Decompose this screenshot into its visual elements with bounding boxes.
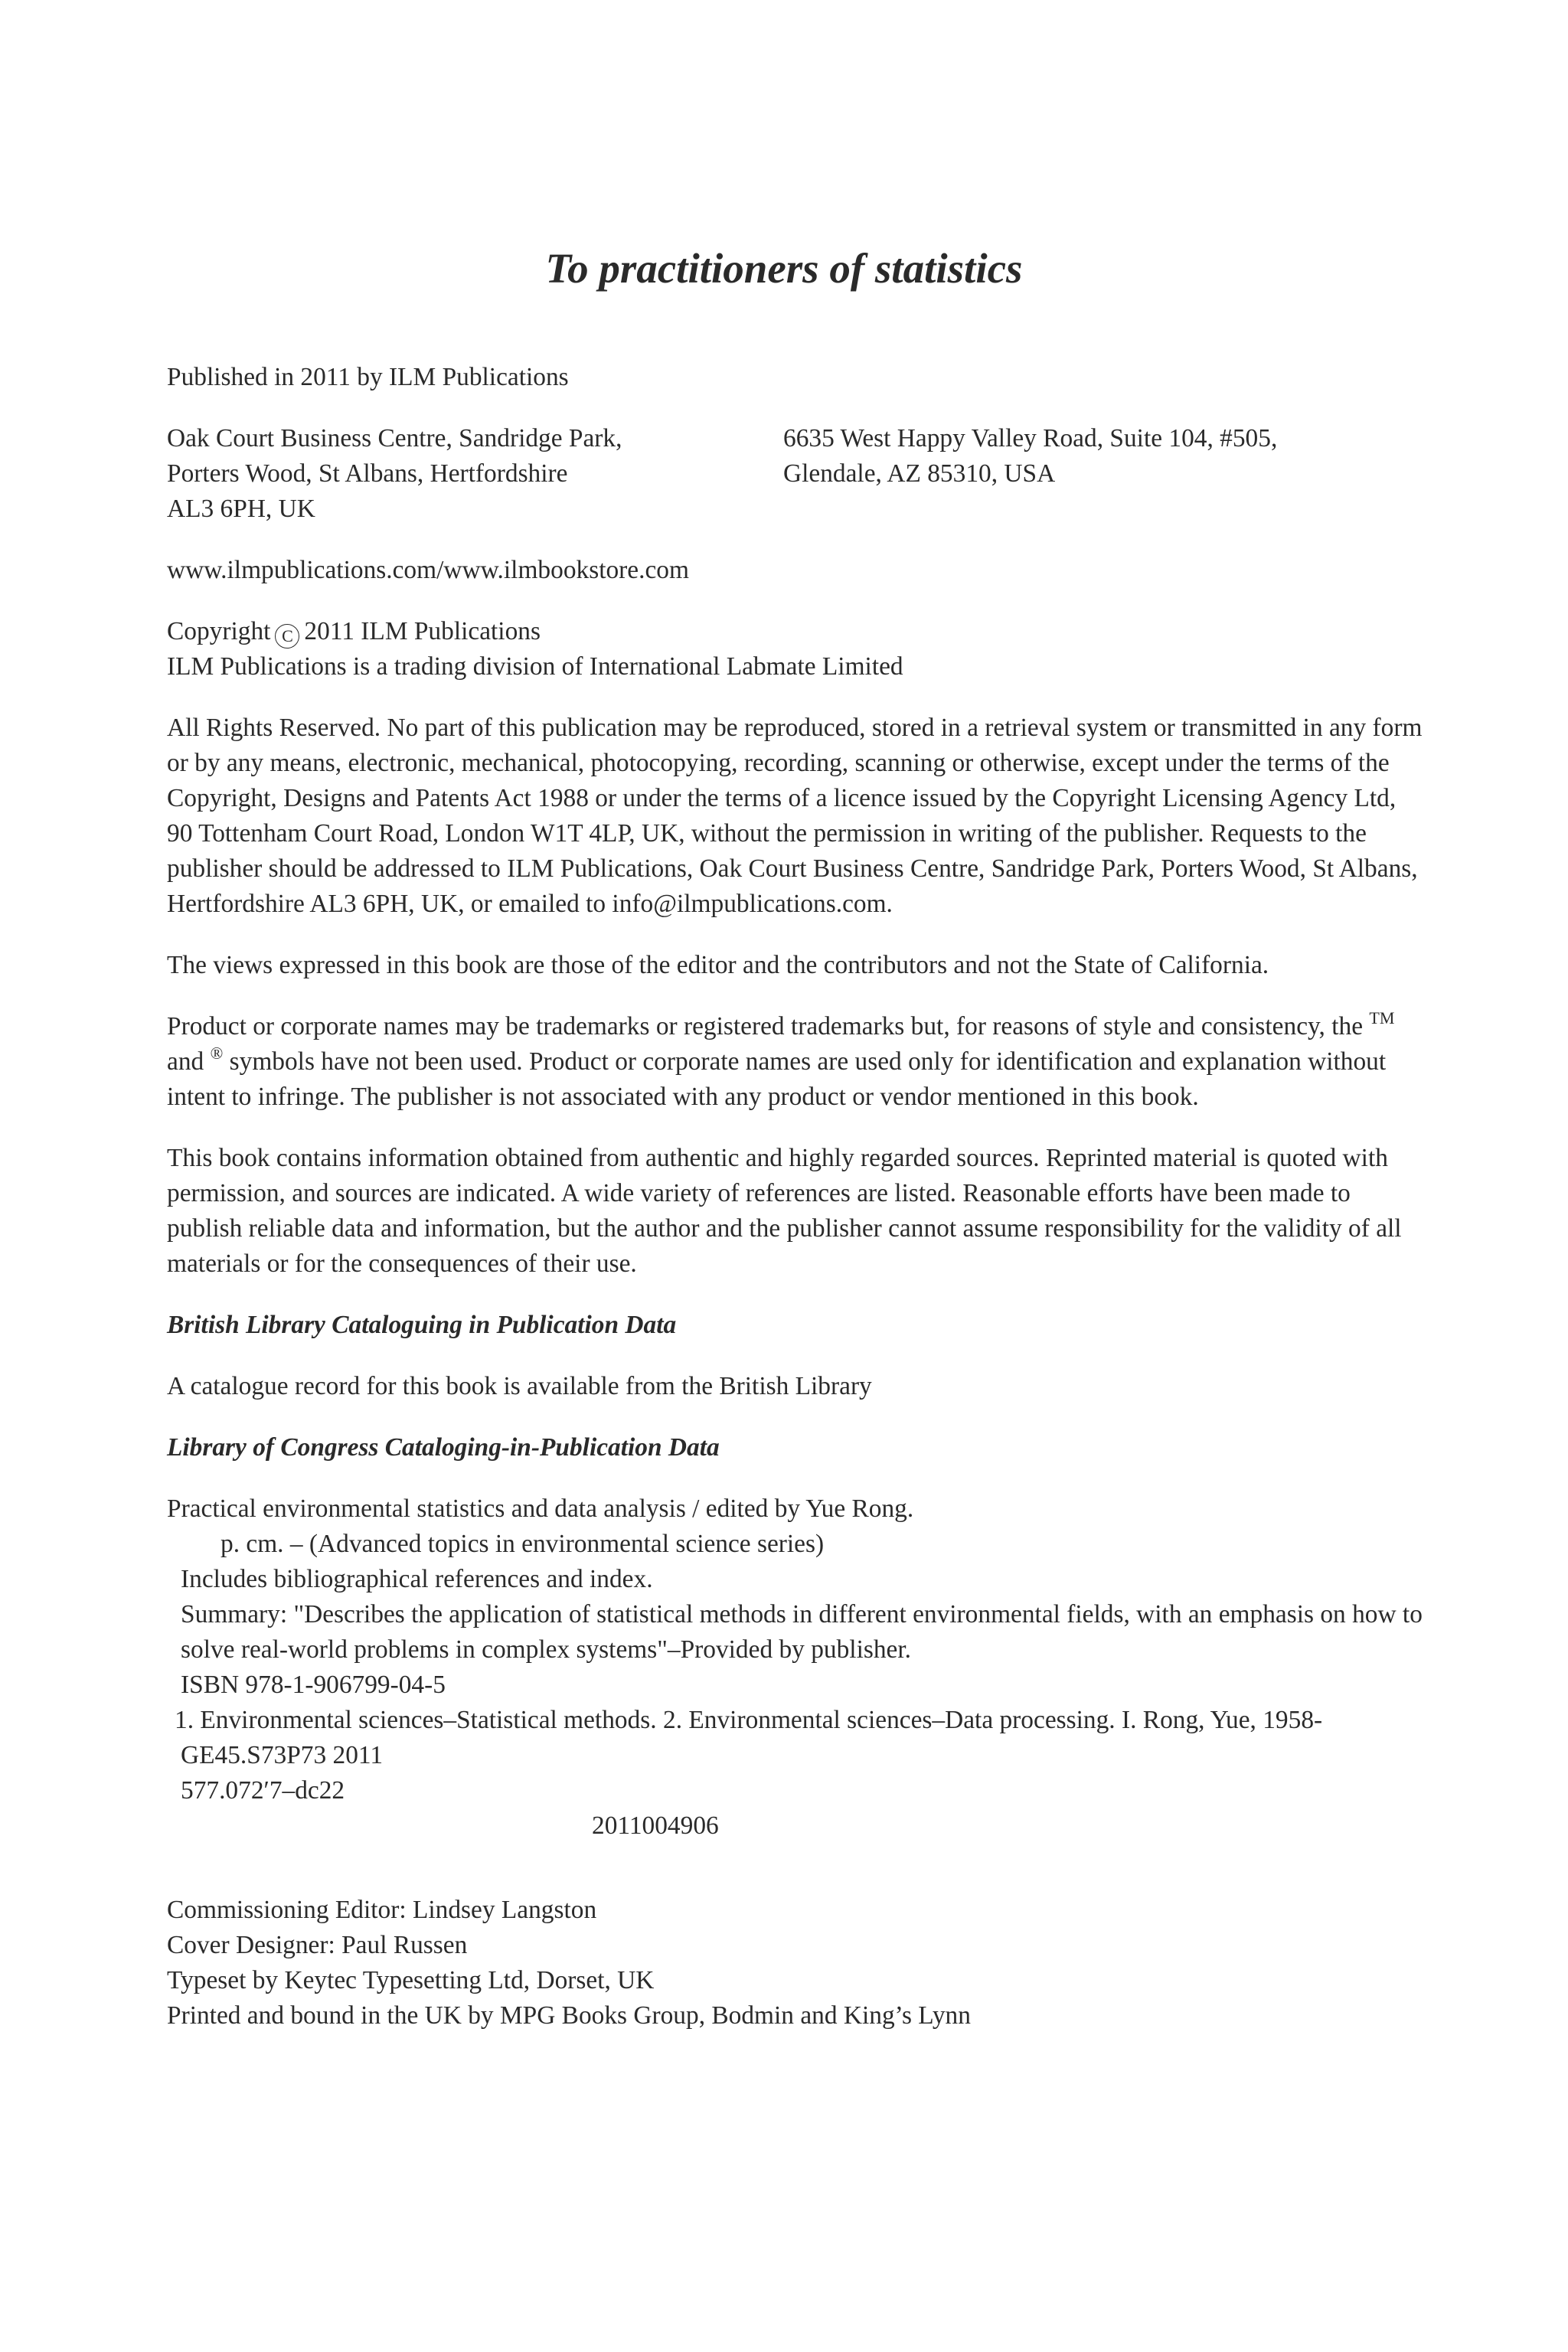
publisher-addresses [167,421,1423,527]
websites: www.ilmpublications.com/www.ilmbookstore.com [167,556,689,584]
bl-heading: British Library Cataloguing in Publication Data [167,1311,677,1339]
loc-heading: Library of Congress Cataloging-in-Publication Data [167,1433,720,1462]
address-uk-line: AL3 6PH, UK [167,495,315,523]
address-us-line: 6635 West Happy Valley Road, Suite 104, #505, [783,424,1278,452]
cip-lccn: 2011004906 [592,1811,719,1840]
trademark-text: Product or corporate names may be trademarks or registered trademarks but, for reasons of style and consistency, the [167,1012,1370,1040]
credit-printed: Printed and bound in the UK by MPG Books Group, Bodmin and King’s Lynn [167,2001,971,2030]
address-us [783,421,1423,527]
cip-block [167,1491,1423,1844]
production-credits [167,1893,1423,2034]
address-us-line: Glendale, AZ 85310, USA [783,459,1056,488]
copyright-year-owner: 2011 ILM Publications [304,617,541,645]
trademark-notice [167,1009,1423,1115]
bl-record: A catalogue record for this book is available from the British Library [167,1372,872,1400]
copyright-icon: C [275,624,299,648]
credit-cover: Cover Designer: Paul Russen [167,1931,468,1959]
rights-statement: All Rights Reserved. No part of this publication may be reproduced, stored in a retrieval system or transmitted in any form or by any means, electronic, mechanical, photocopying, recording, scanning or otherwise, except under the terms of the Copyright, Designs and Patents Act 1988 or under the terms of a licence issued by the Copyright Licensing Agency Ltd, 90 Tottenham Court Road, London W1T 4LP, UK, without the permission in writing of the publisher. Requests to the publisher should be addressed to ILM Publications, Oak Court Business Centre, Sandridge Park, Porters Wood, St Albans, Hertfordshire AL3 6PH, UK, or emailed to info@ilmpublications.com. [167,714,1423,918]
trademark-and: and [167,1047,211,1076]
trademark-text: symbols have not been used. Product or corporate names are used only for identification and explanation without intent to infringe. The publisher is not associated with any product or vendor mentioned in this book. [167,1047,1387,1111]
credit-typeset: Typeset by Keytec Typesetting Ltd, Dorset, UK [167,1966,655,1994]
cip-title: Practical environmental statistics and data analysis / edited by Yue Rong. [167,1494,914,1523]
address-uk-line: Oak Court Business Centre, Sandridge Park, [167,424,622,452]
cip-includes: Includes bibliographical references and index. [181,1565,653,1593]
views-disclaimer: The views expressed in this book are those of the editor and the contributors and not the State of California. [167,951,1269,979]
credit-editor: Commissioning Editor: Lindsey Langston [167,1896,597,1924]
address-uk [167,421,783,527]
cip-summary: Summary: "Describes the application of statistical methods in different environmental fields, with an emphasis on how to solve real-world problems in complex systems"–Provided by publisher. [181,1600,1423,1664]
sources-disclaimer: This book contains information obtained from authentic and highly regarded sources. Reprinted material is quoted with permission, and sources are indicated. A wide variety of references are listed. Reasonable efforts have been made to publish reliable data and information, but the author and the publisher cannot assume responsibility for the validity of all materials or for the consequences of their use. [167,1144,1402,1278]
registered-icon: ® [210,1044,224,1063]
dedication: To practitioners of statistics [545,245,1023,292]
address-uk-line: Porters Wood, St Albans, Hertfordshire [167,459,568,488]
cip-dewey: 577.072′7–dc22 [181,1776,345,1805]
copyright-prefix: Copyright [167,617,271,645]
trading-division: ILM Publications is a trading division of International Labmate Limited [167,652,903,681]
imprint-content [167,360,1423,2034]
copyright-notice [167,614,1423,684]
published-line: Published in 2011 by ILM Publications [167,363,569,391]
cip-subjects: 1. Environmental sciences–Statistical methods. 2. Environmental sciences–Data processing. I. Rong, Yue, 1958- [175,1706,1323,1734]
trademark-icon: TM [1369,1008,1395,1027]
cip-lc-class: GE45.S73P73 2011 [181,1741,384,1769]
cip-isbn: ISBN 978-1-906799-04-5 [181,1671,446,1699]
cip-series: p. cm. – (Advanced topics in environmental science series) [220,1530,825,1558]
